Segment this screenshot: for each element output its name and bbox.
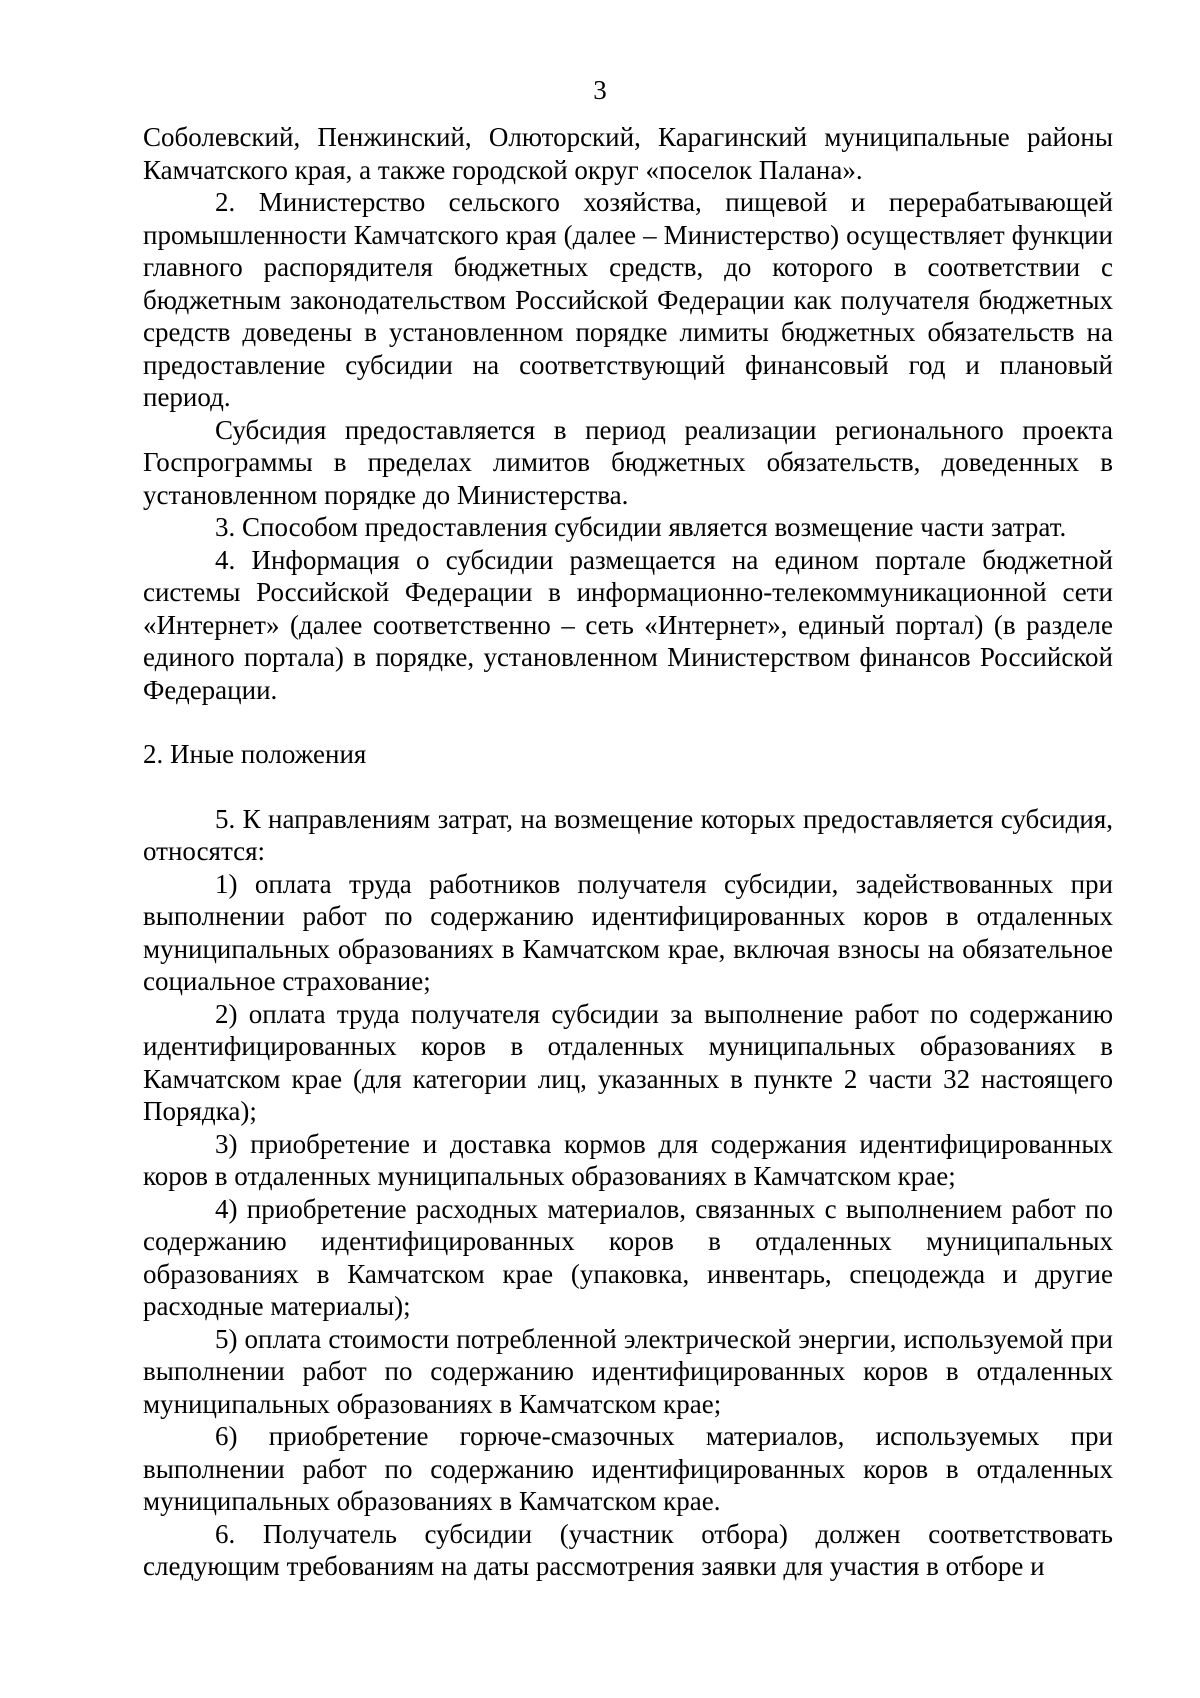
paragraph-item-4: 4. Информация о субсидии размещается на едином портале бюджетной системы Российской Федерации в информационно-телекоммуникационной сети «Интернет» (далее соответственно – сеть «Интернет», единый портал) (в разделе единого портала) в порядке, установленном Министерством финансов Российской Федерации. bbox=[143, 544, 1113, 705]
list-item-5: 5) оплата стоимости потребленной электрической энергии, используемой при выполнении работ по содержанию идентифицированных коров в отдаленных муниципальных образованиях в Камчатском крае; bbox=[143, 1323, 1113, 1419]
list-item-6: 6) приобретение горюче-смазочных материалов, используемых при выполнении работ по содержанию идентифицированных коров в отдаленных муниципальных образованиях в Камчатском крае. bbox=[143, 1421, 1113, 1516]
list-item-2: 2) оплата труда получателя субсидии за выполнение работ по содержанию идентифицированных коров в отдаленных муниципальных образованиях в Камчатском крае (для категории лиц, указанных в пункте 2 части 32 настоящего Порядка); bbox=[143, 998, 1113, 1126]
paragraph-item-3: 3. Способом предоставления субсидии является возмещение части затрат. bbox=[215, 512, 1067, 542]
paragraph-continuation: Соболевский, Пенжинский, Олюторский, Карагинский муниципальные районы Камчатского края, а также городской округ «поселок Палана». bbox=[143, 122, 1113, 185]
list-item-4: 4) приобретение расходных материалов, связанных с выполнением работ по содержанию идентифицированных коров в отдаленных муниципальных образованиях в Камчатском крае (упаковка, инвентарь, спецодежда и другие расходные материалы); bbox=[143, 1193, 1113, 1321]
document-body bbox=[143, 121, 1113, 1583]
paragraph-item-2: 2. Министерство сельского хозяйства, пищевой и перерабатывающей промышленности Камчатского края (далее – Министерство) осуществляет функции главного распорядителя бюджетных средств, до которого в соответствии с бюджетным законодательством Российской Федерации как получателя бюджетных средств доведены в установленном порядке лимиты бюджетных обязательств на предоставление субсидии на соответствующий финансовый год и плановый период. bbox=[143, 187, 1113, 412]
paragraph-item-6: 6. Получатель субсидии (участник отбора) должен соответствовать следующим требованиям на даты рассмотрения заявки для участия в отборе и bbox=[143, 1518, 1113, 1581]
section-heading: 2. Иные положения bbox=[143, 739, 367, 769]
page-number: 3 bbox=[593, 75, 607, 105]
list-item-1: 1) оплата труда работников получателя субсидии, задействованных при выполнении работ по содержанию идентифицированных коров в отдаленных муниципальных образованиях в Камчатском крае, включая взносы на обязательное социальное страхование; bbox=[143, 868, 1113, 996]
paragraph-item-5: 5. К направлениям затрат, на возмещение которых предоставляется субсидия, относятся: bbox=[143, 803, 1113, 866]
list-item-3: 3) приобретение и доставка кормов для содержания идентифицированных коров в отдаленных муниципальных образованиях в Камчатском крае; bbox=[143, 1128, 1113, 1191]
paragraph-subsidy-period: Субсидия предоставляется в период реализации регионального проекта Госпрограммы в пределах лимитов бюджетных обязательств, доведенных в установленном порядке до Министерства. bbox=[143, 414, 1113, 510]
